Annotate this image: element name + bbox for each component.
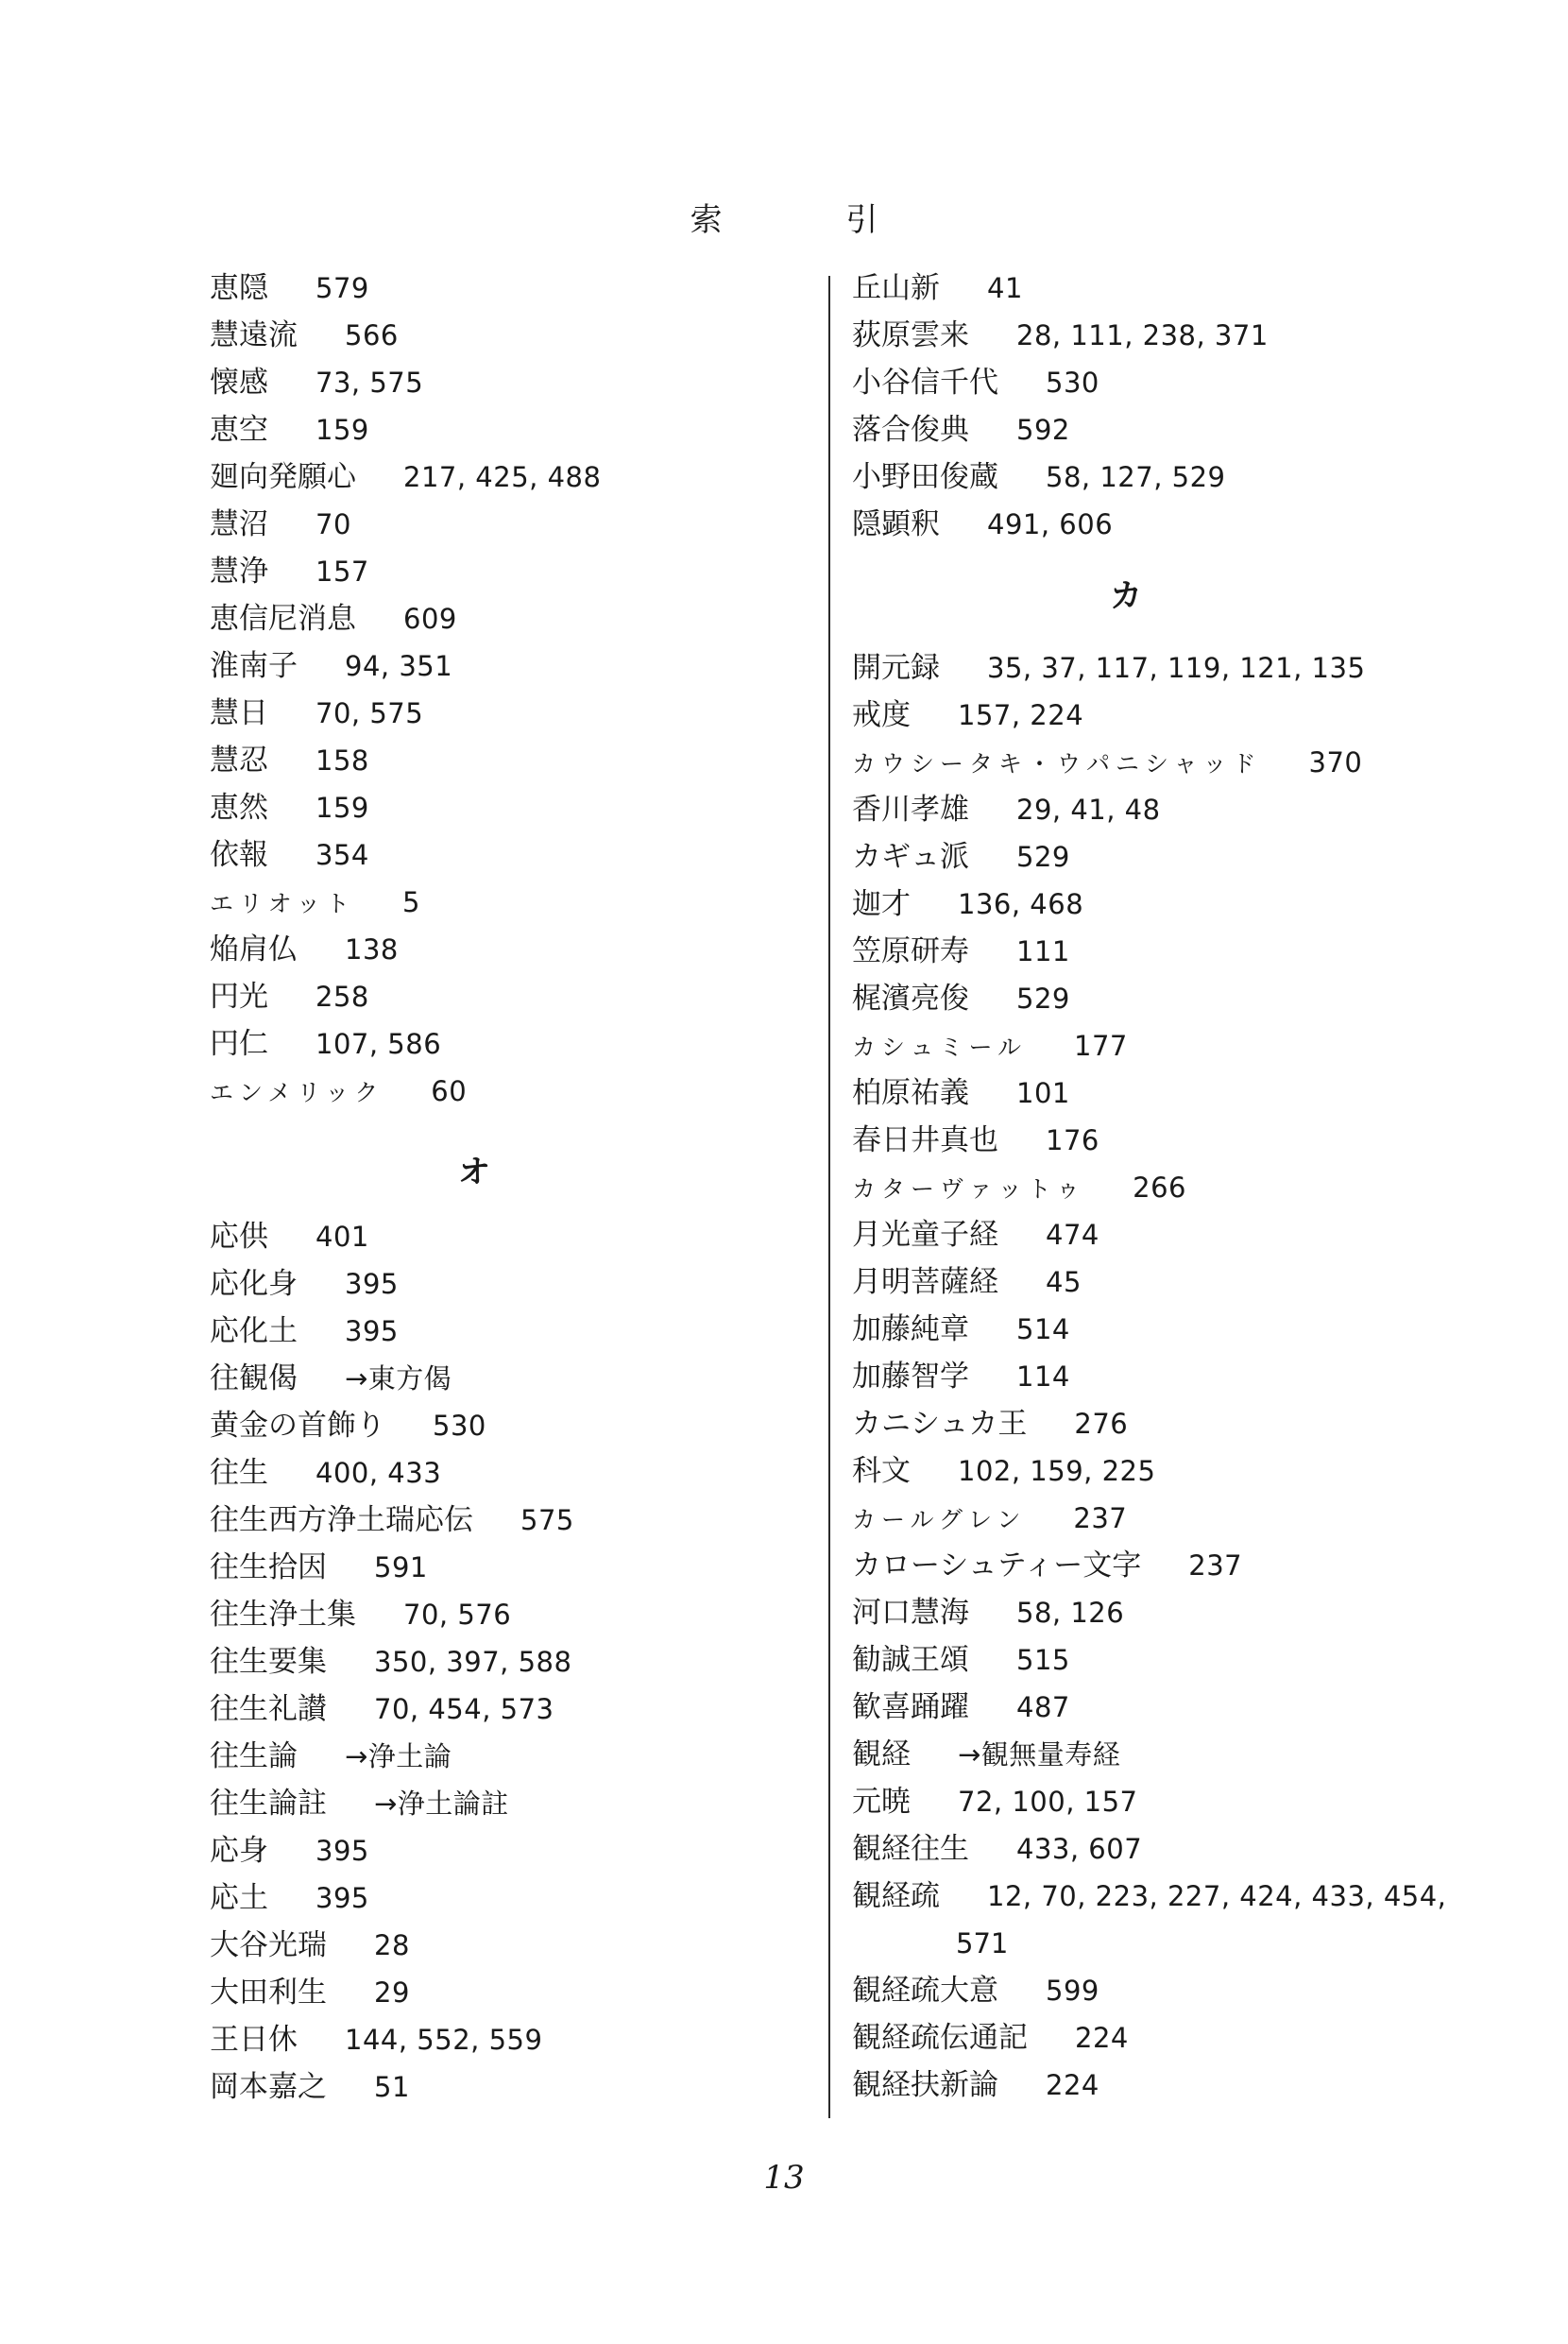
entry-term: 廻向発願心 [210, 460, 356, 494]
entry-pages: 592 [1016, 414, 1070, 446]
index-entry [852, 786, 1494, 833]
index-entry [852, 1967, 1494, 2014]
entry-pages: 29 [374, 1976, 410, 2009]
index-entry [852, 1447, 1494, 1495]
entry-term: カギュ派 [852, 840, 969, 874]
index-entry [210, 2063, 776, 2111]
entry-term: 隠顕釈 [852, 507, 940, 541]
entry-term: 応土 [210, 1881, 268, 1915]
entry-pages: 101 [1016, 1077, 1070, 1109]
index-entry [210, 265, 776, 312]
entry-pages: 58, 126 [1016, 1597, 1125, 1629]
entry-term: 恵隠 [210, 271, 268, 305]
entries-a-list [210, 265, 776, 1115]
section-heading-o: オ [458, 1154, 490, 1191]
entry-term: 小野田俊蔵 [852, 460, 998, 494]
index-entry [210, 406, 776, 453]
entry-term: 往生 [210, 1456, 268, 1490]
entry-pages: 72, 100, 157 [958, 1786, 1138, 1818]
index-entry [852, 501, 1494, 548]
entry-term: 往生論 [210, 1739, 298, 1773]
entry-pages: 395 [315, 1835, 369, 1867]
entries-ka-list [852, 644, 1494, 1873]
entry-term: 恵空 [210, 413, 268, 447]
entry-term: 元暁 [852, 1785, 911, 1819]
index-entry [852, 1542, 1494, 1589]
entry-pages: 529 [1016, 841, 1070, 873]
entry-pages: 5 [402, 886, 420, 918]
index-entry [210, 1544, 776, 1591]
entry-term: カターヴァットゥ [852, 1175, 1086, 1203]
entry-pages: 401 [315, 1221, 369, 1253]
index-entry [852, 692, 1494, 739]
entry-term: 慧沼 [210, 507, 268, 541]
entries-tail-list [852, 1967, 1494, 2109]
index-entry [210, 595, 776, 642]
entry-pages: →観無量寿経 [958, 1738, 1121, 1771]
entry-term: 円仁 [210, 1027, 268, 1061]
index-entry [852, 312, 1494, 359]
entry-term: 岡本嘉之 [210, 2070, 327, 2104]
entry-pages: 158 [315, 744, 369, 777]
index-entry [210, 642, 776, 690]
entry-term: カローシュティー文字 [852, 1548, 1142, 1583]
entries-o2-list [852, 265, 1494, 548]
entry-pages: 566 [345, 319, 399, 351]
entry-term: 加藤純章 [852, 1312, 969, 1346]
entry-pages: 579 [315, 272, 369, 304]
entry-pages: 224 [1046, 2069, 1099, 2101]
entry-pages: 35, 37, 117, 119, 121, 135 [987, 652, 1366, 684]
entry-pages: 515 [1016, 1644, 1070, 1676]
entry-pages: 370 [1308, 746, 1363, 778]
entry-pages: 136, 468 [958, 888, 1084, 920]
entry-term: 丘山新 [852, 271, 940, 305]
entry-term: 慧忍 [210, 744, 268, 778]
entry-pages: 529 [1016, 983, 1070, 1015]
index-entry [210, 973, 776, 1020]
entry-pages: 28 [374, 1929, 410, 1961]
entry-pages: 114 [1016, 1360, 1070, 1393]
entry-pages: 609 [403, 603, 457, 635]
entry-pages: →浄土論 [345, 1740, 452, 1772]
index-entry [852, 1684, 1494, 1731]
entry-term: 王日休 [210, 2023, 298, 2057]
entry-term: 応化土 [210, 1314, 298, 1348]
index-entry [852, 1069, 1494, 1117]
index-entry [852, 881, 1494, 928]
index-entry [852, 453, 1494, 501]
index-entry [210, 1969, 776, 2016]
entry-term: 往生礼讃 [210, 1692, 327, 1726]
entry-pages: 258 [315, 981, 369, 1013]
entry-pages: 514 [1016, 1313, 1070, 1345]
index-entry [852, 1589, 1494, 1636]
entry-term: 迦才 [852, 887, 911, 921]
entry-term: 往生要集 [210, 1645, 327, 1679]
entry-pages: 111 [1016, 935, 1070, 967]
entry-term: 慧浄 [210, 555, 268, 589]
index-entry [210, 1733, 776, 1780]
entry-term: カウシータキ・ウパニシャッド [852, 750, 1262, 778]
index-entry [210, 312, 776, 359]
index-entry [210, 501, 776, 548]
entry-pages: 159 [315, 414, 369, 446]
index-entry [852, 1353, 1494, 1400]
entry-term: 小谷信千代 [852, 366, 998, 400]
entry-pages: 395 [345, 1268, 399, 1300]
entry-pages: 12, 70, 223, 227, 424, 433, 454, [987, 1880, 1447, 1912]
index-entry [210, 2016, 776, 2063]
index-entry [210, 1308, 776, 1355]
entry-term: 春日井真也 [852, 1123, 998, 1157]
index-entry [210, 1638, 776, 1685]
index-entry [852, 265, 1494, 312]
index-entry [852, 833, 1494, 881]
index-entry [210, 453, 776, 501]
entry-term: 観経往生 [852, 1832, 969, 1866]
entry-pages: →東方偈 [345, 1362, 452, 1394]
entry-term: 梶濱亮俊 [852, 982, 969, 1016]
entry-pages: 177 [1074, 1030, 1128, 1062]
entry-term: 慧日 [210, 696, 268, 730]
index-entry [210, 737, 776, 784]
entry-term: 黄金の首飾り [210, 1409, 385, 1443]
entry-term: 応身 [210, 1834, 268, 1868]
entry-pages: 157 [315, 556, 369, 588]
page-header: 索 引 [690, 201, 935, 239]
index-entry [852, 1778, 1494, 1825]
index-entry [210, 359, 776, 406]
entry-pages: 433, 607 [1016, 1833, 1143, 1865]
entry-term: 依報 [210, 838, 268, 872]
entry-term: 観経扶新論 [852, 2068, 998, 2102]
entry-pages: 51 [374, 2071, 410, 2103]
entry-term: 応化身 [210, 1267, 298, 1301]
index-entry [852, 928, 1494, 975]
index-entry [210, 1780, 776, 1827]
entry-pages: →浄土論註 [374, 1788, 509, 1820]
entry-pages: 58, 127, 529 [1046, 461, 1226, 493]
entry-term: 加藤智学 [852, 1360, 969, 1394]
entry-term: 淮南子 [210, 649, 298, 683]
entry-pages: 41 [987, 272, 1023, 304]
entry-pages: 487 [1016, 1691, 1070, 1723]
index-entry [852, 406, 1494, 453]
entry-term: 月光童子経 [852, 1218, 998, 1252]
index-entry [852, 1306, 1494, 1353]
index-entry [210, 1685, 776, 1733]
index-entry [852, 1117, 1494, 1164]
entry-pages: 575 [520, 1504, 574, 1536]
index-entry [852, 1731, 1494, 1778]
entries-o-list [210, 1213, 776, 2111]
index-entry [852, 1400, 1494, 1447]
index-entry [210, 1260, 776, 1308]
entry-pages: 70, 575 [315, 697, 424, 729]
index-entry [852, 1164, 1494, 1211]
index-entry [210, 1827, 776, 1874]
index-entry [210, 831, 776, 879]
entry-pages: 474 [1046, 1219, 1099, 1251]
entry-pages: 237 [1073, 1502, 1128, 1534]
entry-pages: 60 [431, 1075, 468, 1107]
index-entry [210, 1449, 776, 1497]
entry-term: 観経疏 [852, 1879, 940, 1913]
entry-term: 大田利生 [210, 1976, 327, 2010]
index-entry [210, 1874, 776, 1922]
entry-pages: 350, 397, 588 [374, 1646, 572, 1678]
entry-pages: 530 [433, 1410, 486, 1442]
entry-pages: 94, 351 [345, 650, 453, 682]
entry-pages: 395 [315, 1882, 369, 1914]
entry-pages: 400, 433 [315, 1457, 442, 1489]
index-entry [852, 1495, 1494, 1542]
entry-term: 河口慧海 [852, 1596, 969, 1630]
entry-term: カシュミール [852, 1034, 1028, 1061]
entry-pages: 107, 586 [315, 1028, 442, 1060]
index-entry [210, 1922, 776, 1969]
entry-pages-continued: 571 [956, 1927, 1009, 1959]
entry-pages: 176 [1046, 1124, 1099, 1156]
entry-term: 荻原雲来 [852, 318, 969, 352]
entry-term: カニシュカ王 [852, 1407, 1028, 1441]
entry-term: 観経疏大意 [852, 1974, 998, 2008]
entry-term: 往生西方浄土瑞応伝 [210, 1503, 473, 1537]
entry-pages: 70, 576 [403, 1599, 512, 1631]
entry-term: 月明菩薩経 [852, 1265, 998, 1299]
entry-term: 大谷光瑞 [210, 1928, 327, 1962]
page-number: 13 [763, 2159, 805, 2197]
index-entry [210, 548, 776, 595]
entry-term: 慧遠流 [210, 318, 298, 352]
entry-pages: 70, 454, 573 [374, 1693, 554, 1725]
entry-term: 往生論註 [210, 1787, 327, 1821]
entry-term: 懐感 [210, 366, 268, 400]
entry-term: 観経疏伝通記 [852, 2021, 1028, 2055]
index-entry [852, 1211, 1494, 1258]
entry-term: 勧誠王頌 [852, 1643, 969, 1677]
index-entry [852, 1258, 1494, 1306]
entry-pages: 530 [1046, 367, 1099, 399]
entry-term: 恵信尼消息 [210, 602, 356, 636]
entry-term: 歓喜踊躍 [852, 1690, 969, 1724]
column-divider [828, 276, 830, 2118]
index-entry [210, 879, 776, 926]
index-entry [852, 1825, 1494, 1873]
entry-pages: 491, 606 [987, 508, 1114, 540]
entry-term: 往生浄土集 [210, 1598, 356, 1632]
index-entry [210, 1020, 776, 1068]
entry-term: 円光 [210, 980, 268, 1014]
entry-term: 香川孝雄 [852, 793, 969, 827]
entry-pages: 159 [315, 792, 369, 824]
index-entry [210, 1497, 776, 1544]
entry-pages: 45 [1046, 1266, 1082, 1298]
entry-term: 往生拾因 [210, 1550, 327, 1584]
left-column [210, 265, 776, 2111]
entry-pages: 102, 159, 225 [958, 1455, 1156, 1487]
index-entry [852, 739, 1494, 786]
entry-term: 柏原祐義 [852, 1076, 969, 1110]
index-entry [210, 1213, 776, 1260]
index-entry [210, 1402, 776, 1449]
entry-pages: 395 [345, 1315, 399, 1347]
entry-term: 戒度 [852, 698, 911, 732]
entry-pages: 29, 41, 48 [1016, 794, 1161, 826]
index-entry [852, 1873, 1494, 1967]
entry-pages: 28, 111, 238, 371 [1016, 319, 1269, 351]
index-entry [210, 1068, 776, 1115]
entry-term: 焔肩仏 [210, 932, 298, 967]
index-entry [852, 1636, 1494, 1684]
section-heading-ka: カ [1110, 577, 1142, 615]
entry-term: 笠原研寿 [852, 934, 969, 968]
index-entry [210, 784, 776, 831]
index-entry [210, 1355, 776, 1402]
entry-pages: 224 [1075, 2022, 1129, 2054]
index-entry [852, 2062, 1494, 2109]
index-entry [210, 1591, 776, 1638]
entry-pages: 70 [315, 508, 351, 540]
entry-pages: 217, 425, 488 [403, 461, 602, 493]
entry-pages: 276 [1074, 1408, 1129, 1440]
entry-pages: 591 [374, 1551, 428, 1583]
entry-pages: 157, 224 [958, 699, 1084, 731]
entry-term: 往観偈 [210, 1361, 298, 1395]
entry-term: 恵然 [210, 791, 268, 825]
entry-term: 落合俊典 [852, 413, 969, 447]
entry-pages: 266 [1133, 1172, 1186, 1204]
entry-pages: 73, 575 [315, 367, 424, 399]
index-entry [852, 1022, 1494, 1069]
right-column [852, 265, 1494, 2109]
index-entry [210, 690, 776, 737]
entry-term: カールグレン [852, 1506, 1027, 1533]
index-entry [210, 926, 776, 973]
index-entry [852, 975, 1494, 1022]
entry-term: 観経 [852, 1737, 911, 1771]
entry-pages: 599 [1046, 1975, 1099, 2007]
entry-pages: 237 [1188, 1549, 1243, 1582]
entry-pages: 138 [345, 933, 399, 966]
entry-term: エンメリック [210, 1079, 384, 1106]
index-entry [852, 2014, 1494, 2062]
entry-term: エリオット [210, 890, 356, 917]
entry-term: 科文 [852, 1454, 911, 1488]
entry-term: 開元録 [852, 651, 940, 685]
entry-pages: 144, 552, 559 [345, 2024, 543, 2056]
entry-term: 応供 [210, 1220, 268, 1254]
index-entry [852, 359, 1494, 406]
entry-pages: 354 [315, 839, 369, 871]
index-entry [852, 644, 1494, 692]
